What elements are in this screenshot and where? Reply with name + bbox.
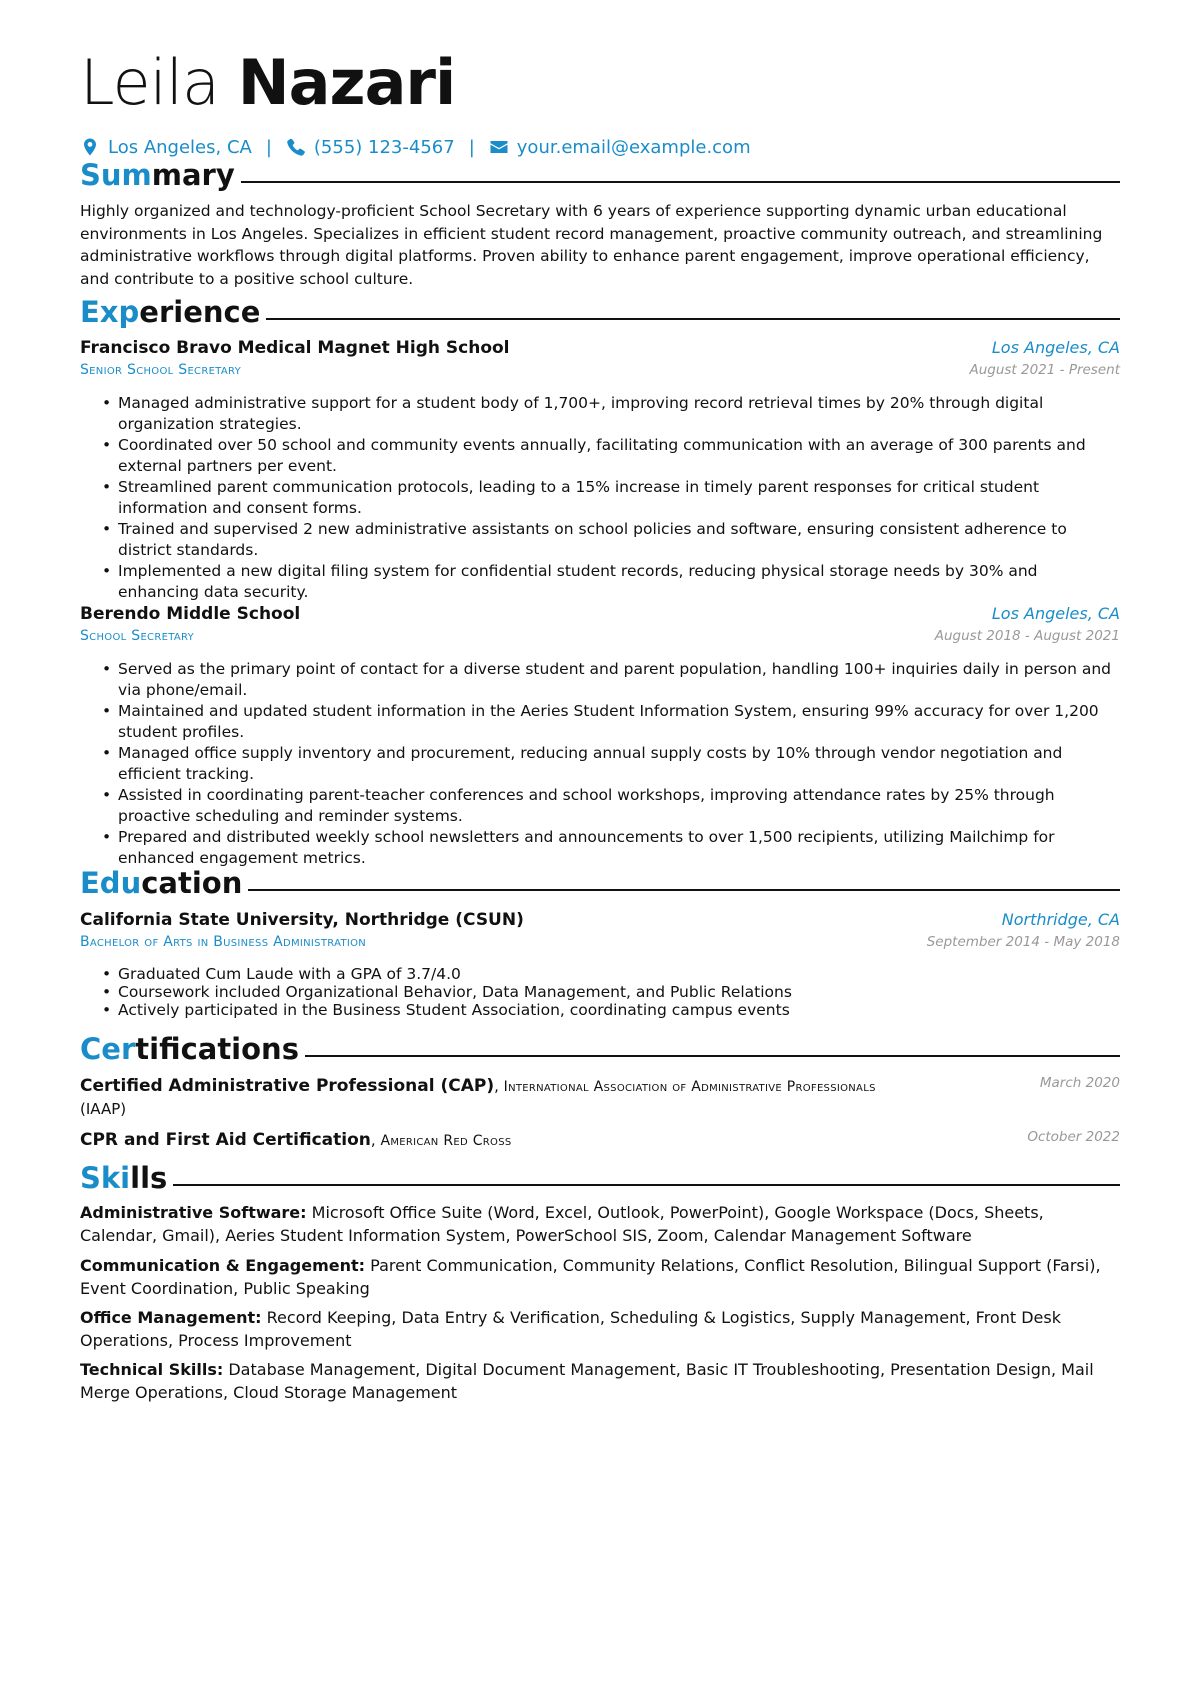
skills-heading: Skills <box>80 1158 1120 1198</box>
job-dates: August 2021 - Present <box>969 362 1120 378</box>
skill-value: Record Keeping, Data Entry & Verification, Scheduling & Logistics, Supply Management, Front Desk Operations, Process Improvement <box>80 1308 1061 1350</box>
school-name: California State University, Northridge (CSUN) <box>80 910 524 930</box>
location-text: Los Angeles, CA <box>108 136 252 158</box>
certification-issuer: American Red Cross <box>380 1133 512 1149</box>
skill-item <box>80 1359 1120 1404</box>
skill-item <box>80 1202 1120 1247</box>
skill-label: Communication & Engagement: <box>80 1256 366 1275</box>
skill-item <box>80 1307 1120 1352</box>
list-item: • Streamlined parent communication protocols, leading to a 15% increase in timely parent responses for critical student information and consent forms. <box>102 477 1120 519</box>
contact-separator: | <box>468 136 475 158</box>
list-item: • Trained and supervised 2 new administrative assistants on school policies and software, ensuring consistent adherence to district standards. <box>102 519 1120 561</box>
list-item: • Assisted in coordinating parent-teacher conferences and school workshops, improving attendance rates by 25% through proactive scheduling and reminder systems. <box>102 785 1120 827</box>
skill-value: Microsoft Office Suite (Word, Excel, Outlook, PowerPoint), Google Workspace (Docs, Sheets, Calendar, Gmail), Aeries Student Information System, PowerSchool SIS, Zoom, Calendar Management Software <box>80 1203 1044 1245</box>
envelope-icon <box>489 137 509 157</box>
experience-heading: Experience <box>80 292 1120 332</box>
phone-text[interactable]: (555) 123-4567 <box>313 136 455 158</box>
list-item: • Maintained and updated student information in the Aeries Student Information System, ensuring 99% accuracy for over 1,200 student profiles. <box>102 701 1120 743</box>
education-bullets <box>102 965 1120 1019</box>
list-item: • Managed administrative support for a student body of 1,700+, improving record retrieval times by 20% through digital organization strategies. <box>102 393 1120 435</box>
job-title: Senior School Secretary <box>80 362 242 378</box>
skill-value: Database Management, Digital Document Management, Basic IT Troubleshooting, Presentation Design, Mail Merge Operations, Cloud Storage Management <box>80 1360 1094 1402</box>
job-bullets <box>102 659 1120 869</box>
summary-text: Highly organized and technology-proficient School Secretary with 6 years of experience supporting dynamic urban educational environments in Los Angeles. Specializes in efficient student record management, proactive community outreach, and streamlining administrative workflows through digital platforms. Proven ability to enhance parent engagement, improve operational efficiency, and contribute to a positive school culture. <box>80 202 1103 288</box>
certifications-heading: Certifications <box>80 1029 1120 1069</box>
section-divider <box>266 318 1120 320</box>
section-divider <box>305 1055 1120 1057</box>
employer-name: Berendo Middle School <box>80 604 301 624</box>
certification-issuer: International Association of Administrative Professionals <box>503 1079 876 1095</box>
section-divider <box>173 1184 1120 1186</box>
section-divider <box>248 889 1120 891</box>
list-item: • Coursework included Organizational Behavior, Data Management, and Public Relations <box>102 983 1120 1001</box>
map-pin-icon <box>80 137 100 157</box>
certification-name: Certified Administrative Professional (CAP) <box>80 1076 495 1096</box>
skill-label: Technical Skills: <box>80 1360 224 1379</box>
certification-name: CPR and First Aid Certification <box>80 1130 371 1150</box>
certification-item: CPR and First Aid Certification, American Red Cross October 2022 <box>80 1129 1120 1150</box>
education-heading: Education <box>80 863 1120 903</box>
list-item: • Managed office supply inventory and procurement, reducing annual supply costs by 10% through vendor negotiation and efficient tracking. <box>102 743 1120 785</box>
skill-label: Administrative Software: <box>80 1203 307 1222</box>
job-location: Los Angeles, CA <box>991 338 1120 357</box>
list-item: • Actively participated in the Business Student Association, coordinating campus events <box>102 1001 1120 1019</box>
email-link[interactable]: your.email@example.com <box>516 136 751 158</box>
certification-date: March 2020 <box>1039 1075 1120 1091</box>
section-divider <box>241 181 1120 183</box>
skill-item <box>80 1255 1120 1300</box>
list-item: • Implemented a new digital filing system for confidential student records, reducing physical storage needs by 30% and enhancing data security. <box>102 561 1120 603</box>
employer-name: Francisco Bravo Medical Magnet High School <box>80 338 510 358</box>
certification-item: Certified Administrative Professional (CAP), International Association of Administrative Professionals (IAAP) March 2020 <box>80 1075 1120 1118</box>
contact-separator: | <box>265 136 272 158</box>
school-location: Northridge, CA <box>1001 910 1120 929</box>
skill-label: Office Management: <box>80 1308 262 1327</box>
list-item: • Prepared and distributed weekly school newsletters and announcements to over 1,500 recipients, utilizing Mailchimp for enhanced engagement metrics. <box>102 827 1120 869</box>
candidate-name <box>80 46 455 120</box>
first-name: Leila <box>80 46 220 119</box>
list-item: • Served as the primary point of contact for a diverse student and parent population, handling 100+ inquiries daily in person and via phone/email. <box>102 659 1120 701</box>
job-dates: August 2018 - August 2021 <box>934 628 1120 644</box>
education-dates: September 2014 - May 2018 <box>926 934 1120 950</box>
list-item: • Coordinated over 50 school and community events annually, facilitating communication with an average of 300 parents and external partners per event. <box>102 435 1120 477</box>
degree: Bachelor of Arts in Business Administration <box>80 934 367 950</box>
job-location: Los Angeles, CA <box>991 604 1120 623</box>
list-item: • Graduated Cum Laude with a GPA of 3.7/4.0 <box>102 965 1120 983</box>
phone-icon <box>286 137 306 157</box>
certification-date: October 2022 <box>1027 1129 1120 1145</box>
certification-issuer-suffix: (IAAP) <box>80 1100 127 1118</box>
job-title: School Secretary <box>80 628 194 644</box>
skill-value: Parent Communication, Community Relations, Conflict Resolution, Bilingual Support (Farsi), Event Coordination, Public Speaking <box>80 1256 1101 1298</box>
last-name: Nazari <box>237 46 456 119</box>
summary-heading: Summary <box>80 155 1120 195</box>
job-bullets <box>102 393 1120 603</box>
